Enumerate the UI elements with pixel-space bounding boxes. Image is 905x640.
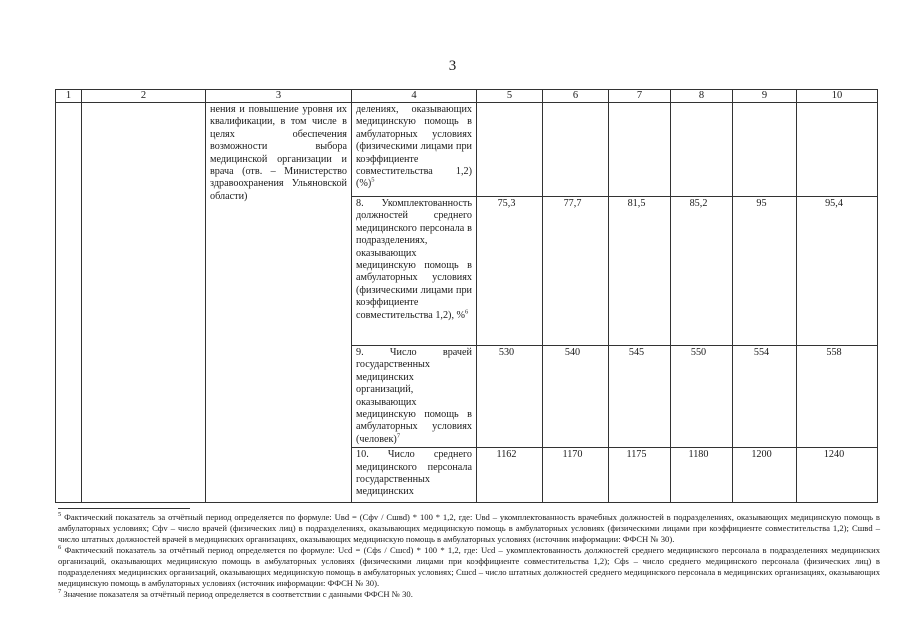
footnote-ref: 6 [465, 308, 469, 316]
indicator-text: делениях, оказывающих медицинскую помощь в амбулаторных условиях (физическими лицами при коэффициенте совместительства 1,2) (%) [356, 104, 472, 190]
value-cell: 1240 [797, 448, 878, 503]
value-cell: 85,2 [671, 197, 733, 346]
column-header: 4 [352, 90, 477, 103]
column-header: 7 [609, 90, 671, 103]
indicators-table [55, 89, 878, 503]
footnote-mark: 7 [58, 588, 62, 596]
value-cell: 1200 [733, 448, 797, 503]
value-cell [797, 103, 878, 197]
indicator-text: 8. Укомплектованность должностей среднего медицинского персонала в подразделениях, оказывающих медицинскую помощь в амбулаторных условиях (физическими лицами при коэффициенте совместительства 1,2), % [356, 198, 472, 321]
page-number: 3 [448, 58, 457, 74]
column-number-row [56, 90, 878, 103]
indicator-text: 9. Число врачей государственных медицинских организаций, оказывающих медицинскую помощь в амбулаторных условиях (человек) [356, 347, 472, 445]
value-cell [543, 103, 609, 197]
value-cell: 1175 [609, 448, 671, 503]
footnote-text: Фактический показатель за отчётный период определяется по формуле: Uсd = (Cфs / Cшсd) * 100 * 1,2, где: Uсd – укомплектованность должностей среднего медицинского персонала в подразделениях медицинских организаций, оказывающих медицинскую помощь в амбулаторных условиях (физическими лицами при коэффициенте совместительства 1,2); Cфs – число среднего медицинского персонала (физических лиц) в подразделениях медицинских организаций, оказывающих медицинскую помощь в амбулаторных условиях; Cшсd – число штатных должностей среднего медицинского персонала в медицинских организациях, оказывающих медицинскую помощь в амбулаторных условиях (источник информации: ФФСН № 30). [58, 545, 880, 588]
footnote [58, 589, 880, 600]
activity-description-cell: нения и повышение уровня их квалификации, в том числе в целях обеспечения возможности выбора медицинской организации и врача (отв. – Министерство здравоохранения Ульяновской области) [206, 103, 352, 503]
value-cell: 95 [733, 197, 797, 346]
column-header: 9 [733, 90, 797, 103]
value-cell: 530 [477, 346, 543, 448]
footnotes [58, 512, 880, 600]
value-cell: 558 [797, 346, 878, 448]
value-cell: 75,3 [477, 197, 543, 346]
value-cell: 1162 [477, 448, 543, 503]
indicator-name-cell [352, 448, 477, 503]
indicator-name-cell [352, 346, 477, 448]
value-cell: 77,7 [543, 197, 609, 346]
value-cell [671, 103, 733, 197]
value-cell: 540 [543, 346, 609, 448]
column-header: 10 [797, 90, 878, 103]
column-header: 3 [206, 90, 352, 103]
value-cell: 1180 [671, 448, 733, 503]
footnote-separator [58, 508, 190, 509]
footnote-mark: 5 [58, 511, 62, 519]
task-cell [82, 103, 206, 503]
value-cell [733, 103, 797, 197]
value-cell: 554 [733, 346, 797, 448]
column-header: 1 [56, 90, 82, 103]
value-cell: 550 [671, 346, 733, 448]
indicator-text: 10. Число среднего медицинского персонала государственных медицинских [356, 449, 472, 498]
value-cell: 545 [609, 346, 671, 448]
footnote-ref: 7 [396, 432, 401, 440]
footnote-text: Значение показателя за отчётный период определяется в соответствии с данными ФФСН № 30. [63, 589, 413, 599]
value-cell: 95,4 [797, 197, 878, 346]
table-row [56, 103, 878, 197]
row-number-cell [56, 103, 82, 503]
footnote [58, 512, 880, 545]
column-header: 8 [671, 90, 733, 103]
footnote-ref: 5 [371, 177, 375, 185]
column-header: 5 [477, 90, 543, 103]
value-cell: 81,5 [609, 197, 671, 346]
footnote-mark: 6 [58, 544, 62, 552]
value-cell: 1170 [543, 448, 609, 503]
footnote [58, 545, 880, 589]
value-cell [477, 103, 543, 197]
indicator-name-cell [352, 103, 477, 197]
footnote-text: Фактический показатель за отчётный период определяется по формуле: Uвd = (Cфv / Cшвd) * 100 * 1,2, где: Uвd – укомплектованность врачебных должностей в подразделениях, оказывающих медицинскую помощь в амбулаторных условиях; Cфv – число врачей (физических лиц) в подразделениях, оказывающих медицинскую помощь в амбулаторных условиях (физическими лицами при коэффициенте совместительства 1,2); Cшвd – число штатных должностей врачей в медицинских организациях, оказывающих медицинскую помощь в амбулаторных условиях (источник информации: ФФСН № 30). [58, 512, 880, 544]
value-cell [609, 103, 671, 197]
column-header: 2 [82, 90, 206, 103]
indicator-name-cell [352, 197, 477, 346]
column-header: 6 [543, 90, 609, 103]
